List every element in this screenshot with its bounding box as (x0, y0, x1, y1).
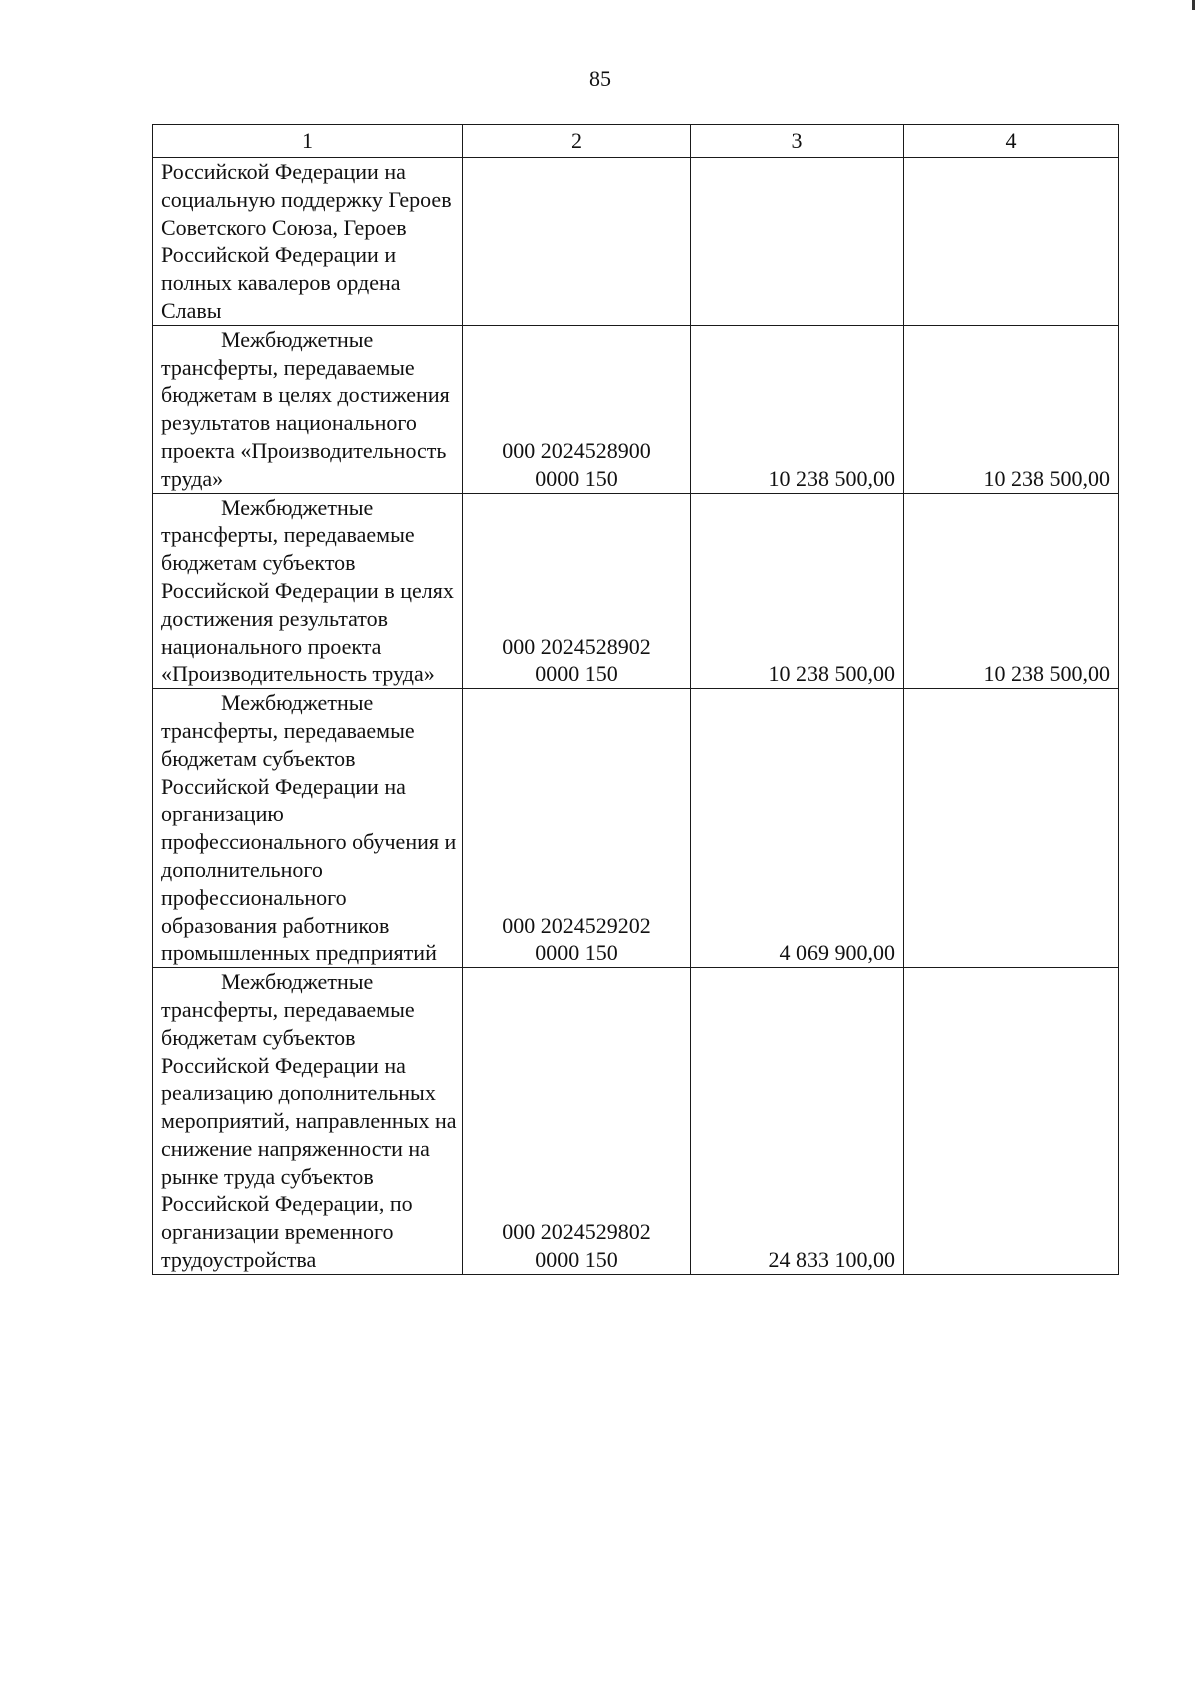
row-name: трансферты, передаваемые бюджетам субъектов Российской Федерации на организацию профессионального обучения и дополнительного профессионального образования работников промышленных предприятий (161, 717, 457, 966)
row-amount-col3: 10 238 500,00 (691, 325, 904, 493)
table-row (153, 493, 1119, 689)
row-amount-col3: 4 069 900,00 (691, 689, 904, 968)
row-code-line1: 000 2024528900 (502, 437, 651, 463)
row-name-cell (153, 493, 463, 689)
row-name: Российской Федерации на социальную поддержку Героев Советского Союза, Героев Российской Федерации и полных кавалеров ордена Славы (161, 159, 452, 323)
table-row (153, 325, 1119, 493)
row-amount-col4: 10 238 500,00 (904, 493, 1119, 689)
row-code-line2: 0000 150 (535, 940, 618, 966)
row-name-cell (153, 968, 463, 1275)
row-name: трансферты, передаваемые бюджетам в целях достижения результатов национального проекта «Производительность труда» (161, 354, 450, 491)
row-name-first-line: Межбюджетные (221, 494, 374, 520)
row-code-cell (463, 158, 691, 326)
row-amount-col4 (904, 968, 1119, 1275)
table-row (153, 968, 1119, 1275)
budget-table (152, 124, 1119, 1275)
row-code-cell (463, 968, 691, 1275)
row-code-line2: 0000 150 (535, 1247, 618, 1273)
row-name-first-line: Межбюджетные (221, 690, 374, 716)
row-code-line1: 000 2024529202 (502, 912, 651, 938)
table-header-row (153, 125, 1119, 158)
row-code-cell (463, 325, 691, 493)
row-name-cell (153, 689, 463, 968)
row-amount-col4 (904, 689, 1119, 968)
row-amount-col4 (904, 158, 1119, 326)
column-header-1: 1 (153, 125, 463, 158)
row-code-cell (463, 493, 691, 689)
row-name: трансферты, передаваемые бюджетам субъектов Российской Федерации в целях достижения результатов национального проекта «Производительность труда» (161, 522, 454, 687)
row-amount-col3 (691, 158, 904, 326)
row-code-line2: 0000 150 (535, 465, 618, 491)
column-header-2: 2 (463, 125, 691, 158)
row-code-line1: 000 2024528902 (502, 633, 651, 659)
row-amount-col3: 24 833 100,00 (691, 968, 904, 1275)
row-amount-col3: 10 238 500,00 (691, 493, 904, 689)
row-code-cell (463, 689, 691, 968)
row-code-line2: 0000 150 (535, 661, 618, 687)
table-row (153, 689, 1119, 968)
column-header-3: 3 (691, 125, 904, 158)
row-amount-col4: 10 238 500,00 (904, 325, 1119, 493)
page-number: 85 (589, 66, 611, 91)
row-name: трансферты, передаваемые бюджетам субъектов Российской Федерации на реализацию дополнительных мероприятий, направленных на снижение напряженности на рынке труда субъектов Российской Федерации, по организации временного трудоустройства (161, 996, 457, 1273)
row-name-cell (153, 325, 463, 493)
table-row (153, 158, 1119, 326)
row-code-line1: 000 2024529802 (502, 1219, 651, 1245)
column-header-4: 4 (904, 125, 1119, 158)
row-name-first-line: Межбюджетные (221, 326, 374, 352)
scan-mark (1192, 0, 1195, 10)
row-name-first-line: Межбюджетные (221, 969, 374, 995)
row-name-cell (153, 158, 463, 326)
